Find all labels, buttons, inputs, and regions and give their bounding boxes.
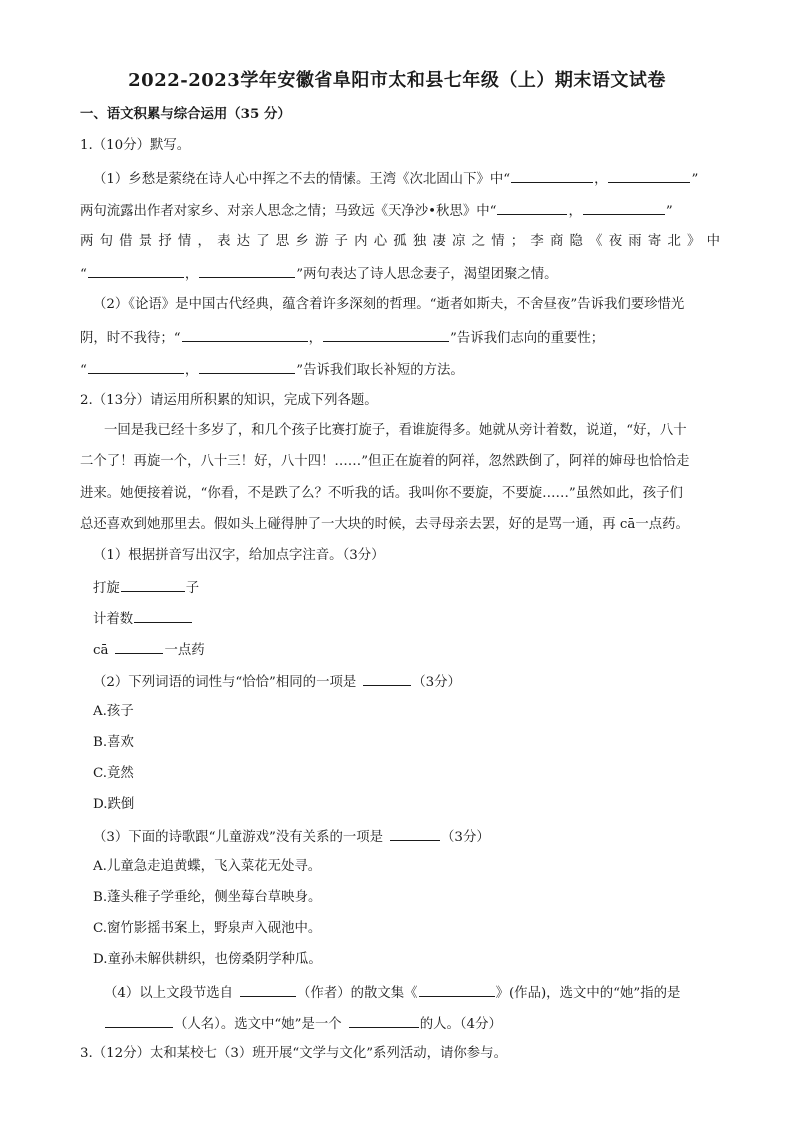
answer-blank[interactable] xyxy=(134,609,192,623)
q2-heading: 2.（13分）请运用所积累的知识，完成下列各题。 xyxy=(80,393,378,408)
q1-part2-line2: 阴，时不我待；“ ， ”告诉我们志向的重要性； xyxy=(80,328,720,348)
q2-passage-line2: 二个了！再旋一个，八十三！好，八十四！……”但正在旋着的阿祥，忽然跌倒了，阿祥的婶母也恰恰走 xyxy=(80,454,690,469)
option-c[interactable]: C.竟然 xyxy=(93,766,134,781)
q2-word3: cā 一点药 xyxy=(93,640,733,660)
option-c[interactable]: C.窗竹影摇书案上，野泉声入砚池中。 xyxy=(93,921,322,936)
q2-sub2: （2）下列词语的词性与“恰恰”相同的一项是 （3分） xyxy=(93,672,733,692)
q2-passage-line3: 进来。她便接着说，“你看，不是跌了么？不听我的话。我叫你不要旋，不要旋……”虽然如此，孩子们 xyxy=(80,486,683,501)
answer-blank[interactable] xyxy=(88,360,184,374)
answer-blank[interactable] xyxy=(240,983,296,997)
q2-passage-line4: 总还喜欢到她那里去。假如头上碰得肿了一大块的时候，去寻母亲去罢，好的是骂一通，再 cā一点药。 xyxy=(80,517,689,532)
answer-blank[interactable] xyxy=(390,827,440,841)
q1-part1-line4: “ ， ”两句表达了诗人思念妻子，渴望团聚之情。 xyxy=(80,264,720,284)
answer-blank[interactable] xyxy=(323,328,449,342)
answer-blank[interactable] xyxy=(199,360,295,374)
option-b[interactable]: B.蓬头稚子学垂纶，侧坐莓台草映身。 xyxy=(93,890,322,905)
option-a[interactable]: A.孩子 xyxy=(93,704,134,719)
answer-blank[interactable] xyxy=(121,578,185,592)
option-d[interactable]: D.童孙未解供耕织，也傍桑阴学种瓜。 xyxy=(93,952,322,967)
answer-blank[interactable] xyxy=(115,640,163,654)
q2-word1: 打旋 子 xyxy=(93,578,733,598)
answer-blank[interactable] xyxy=(349,1014,419,1028)
answer-blank[interactable] xyxy=(199,264,295,278)
q2-sub4-line2: （人名）。选文中“她”是一个 的人。（4分） xyxy=(104,1014,720,1034)
q1-part1-line3: 两句借景抒情，表达了思乡游子内心孤独凄凉之情；李商隐《夜雨寄北》中 xyxy=(80,234,720,249)
q3-heading: 3.（12分）太和某校七（3）班开展“文学与文化”系列活动，请你参与。 xyxy=(80,1046,507,1061)
option-d[interactable]: D.跌倒 xyxy=(93,797,135,812)
q1-part2-line1: （2）《论语》是中国古代经典，蕴含着许多深刻的哲理。“逝者如斯夫，不舍昼夜”告诉我们要珍惜光 xyxy=(93,297,685,312)
q2-sub4-line1: （4）以上文段节选自 （作者）的散文集《 》(作品)，选文中的“她”指的是 xyxy=(104,983,720,1003)
answer-blank[interactable] xyxy=(88,264,184,278)
answer-blank[interactable] xyxy=(363,672,411,686)
answer-blank[interactable] xyxy=(105,1014,173,1028)
answer-blank[interactable] xyxy=(583,201,665,215)
answer-blank[interactable] xyxy=(608,169,690,183)
q1-part1-line2: 两句流露出作者对家乡、对亲人思念之情；马致远《天净沙•秋思》中“ ， ” xyxy=(80,201,720,221)
q2-word2: 计着数 xyxy=(93,609,733,629)
answer-blank[interactable] xyxy=(182,328,308,342)
answer-blank[interactable] xyxy=(497,201,567,215)
q2-passage-line1: 一回是我已经十多岁了，和几个孩子比赛打旋子，看谁旋得多。她就从旁计着数，说道，“好，八十 xyxy=(104,423,687,438)
exam-title: 2022-2023学年安徽省阜阳市太和县七年级（上）期末语文试卷 xyxy=(128,70,666,91)
answer-blank[interactable] xyxy=(419,983,495,997)
q2-sub3: （3）下面的诗歌跟“儿童游戏”没有关系的一项是 （3分） xyxy=(93,827,733,847)
q1-part1-line1: （1）乡愁是萦绕在诗人心中挥之不去的情愫。王湾《次北固山下》中“ ， ” xyxy=(93,169,720,189)
q1-part2-line3: “ ， ”告诉我们取长补短的方法。 xyxy=(80,360,720,380)
section-heading: 一、语文积累与综合运用（35 分） xyxy=(80,106,291,122)
option-b[interactable]: B.喜欢 xyxy=(93,735,134,750)
q1-heading: 1.（10分）默写。 xyxy=(80,138,191,153)
q2-sub1: （1）根据拼音写出汉字，给加点字注音。（3分） xyxy=(93,548,385,563)
answer-blank[interactable] xyxy=(511,169,593,183)
option-a[interactable]: A.儿童急走追黄蝶，飞入菜花无处寻。 xyxy=(93,859,322,874)
